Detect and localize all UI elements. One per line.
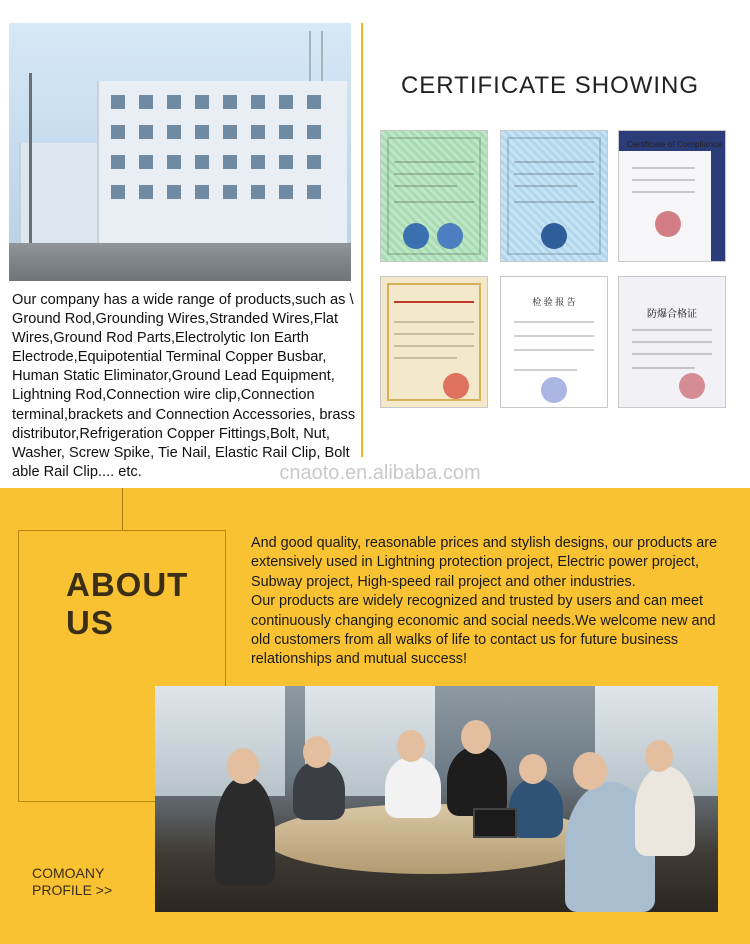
about-description bbox=[251, 534, 733, 670]
ground bbox=[9, 243, 351, 281]
laptop-icon bbox=[473, 808, 517, 838]
seal-icon bbox=[403, 223, 429, 249]
seal-icon bbox=[541, 223, 567, 249]
about-paragraph: Our products are widely recognized and trusted by users and can meet continuously changing economic and social needs.We welcome new and old customers from all walks of life to contact us for future business relationships and mutual success! bbox=[251, 593, 716, 668]
seal-icon bbox=[437, 223, 463, 249]
watermark: cnaoto.en.alibaba.com bbox=[279, 462, 481, 484]
vertical-divider bbox=[361, 23, 363, 457]
certificate-card[interactable] bbox=[500, 130, 608, 262]
building-main bbox=[97, 81, 347, 251]
decorative-line bbox=[122, 488, 123, 530]
stamp-icon bbox=[679, 373, 705, 399]
certificate-card[interactable] bbox=[380, 276, 488, 408]
team-meeting-photo bbox=[155, 686, 718, 912]
certificate-card-label: 检 验 报 告 bbox=[532, 297, 576, 307]
stamp-icon bbox=[443, 373, 469, 399]
certificate-card-label: Certificate of Compliance bbox=[627, 139, 722, 149]
stamp-icon bbox=[655, 211, 681, 237]
stamp-icon bbox=[541, 377, 567, 403]
certificate-card[interactable] bbox=[380, 130, 488, 262]
company-profile-link[interactable]: COMOANY PROFILE >> bbox=[32, 865, 113, 898]
about-paragraph: And good quality, reasonable prices and stylish designs, our products are extensively used in Lightning protection project, Electric power project, Subway project, High-speed rail project and other industries. bbox=[251, 535, 718, 590]
about-title: ABOUT US bbox=[66, 566, 189, 641]
certificate-card[interactable] bbox=[618, 276, 726, 408]
certificate-section-title: CERTIFICATE SHOWING bbox=[400, 72, 700, 99]
building-annex bbox=[19, 143, 109, 253]
certificate-card[interactable] bbox=[618, 130, 726, 262]
certificate-card[interactable] bbox=[500, 276, 608, 408]
company-products-description: Our company has a wide range of products,such as \ Ground Rod,Grounding Wires,Stranded Wires,Flat Wires,Ground Rod Parts,Electrolytic Ion Earth Electrode,Equipotential Terminal Copper Busbar, Human Static Eliminator,Ground Lead Equipment, Lightning Rod,Connection wire clip,Connection terminal,brackets and Connection Accessories, brass distributor,Refrigeration Copper Fittings,Bolt, Nut, Washer, Screw Spike, Tie Nail, Elastic Rail Clip, Bolt able Rail Clip.... etc. bbox=[12, 292, 356, 480]
certificate-card-label: 防爆合格证 bbox=[647, 309, 697, 320]
company-building-photo bbox=[9, 23, 351, 281]
